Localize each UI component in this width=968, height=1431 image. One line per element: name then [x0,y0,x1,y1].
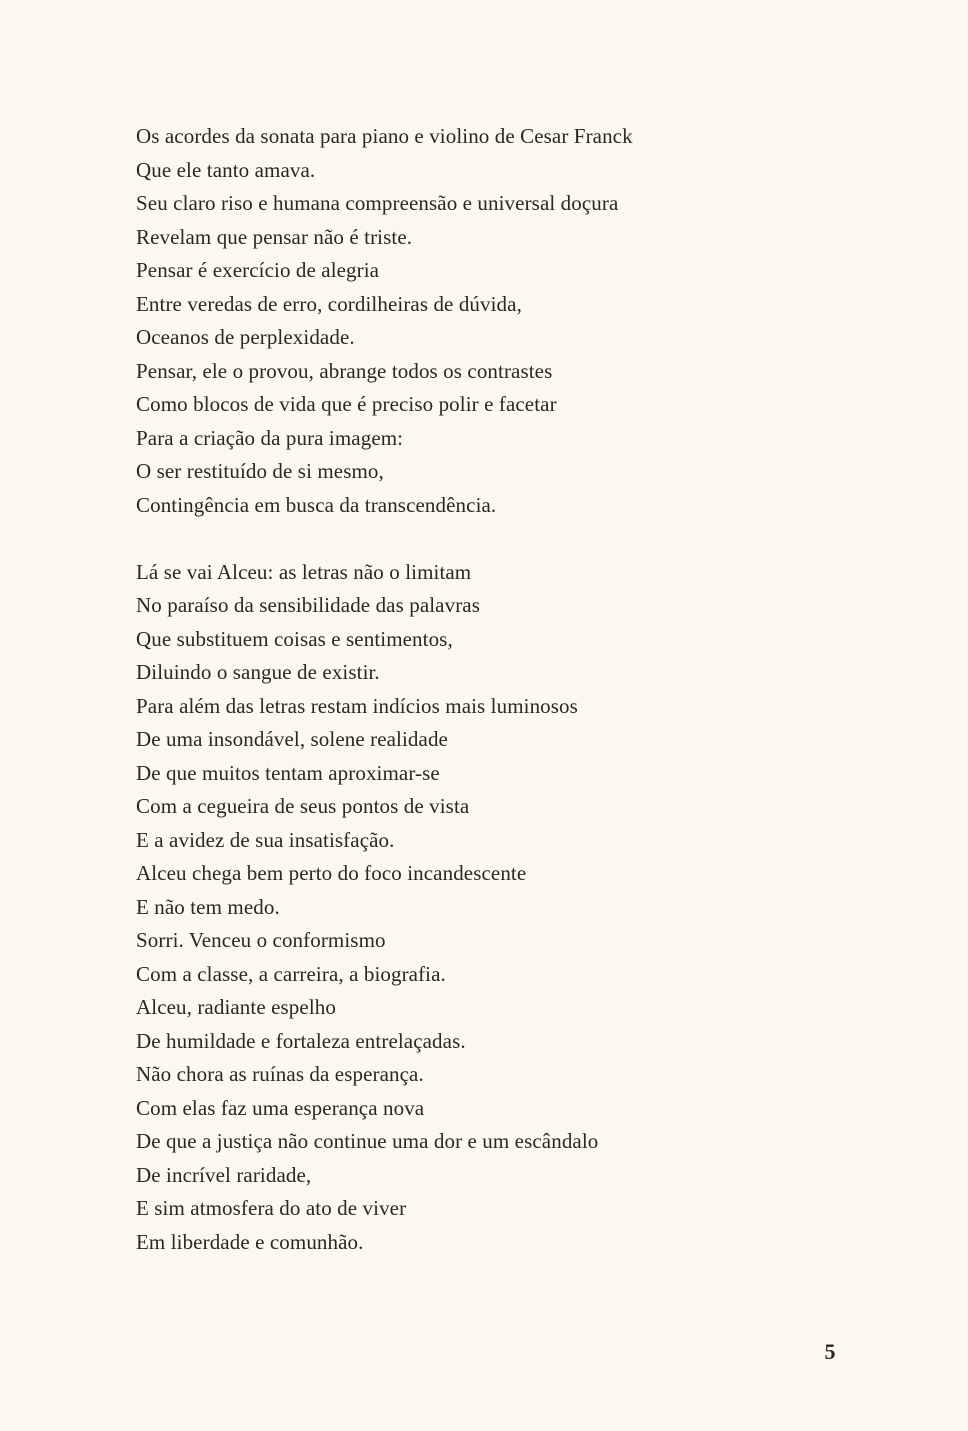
page-number: 5 [824,1339,836,1364]
poem-line: Que substituem coisas e sentimentos, [136,626,453,651]
poem-line: E a avidez de sua insatisfação. [136,827,395,852]
poem-line: De que muitos tentam aproximar-se [136,760,440,785]
poem-line: Não chora as ruínas da esperança. [136,1062,424,1086]
poem-line: Alceu, radiante espelho [136,995,336,1019]
poem-line: Diluindo o sangue de existir. [136,660,380,684]
poem-line: No paraíso da sensibilidade das palavras [136,593,480,617]
poem-line: Como blocos de vida que é preciso polir e facetar [136,392,557,416]
poem-line: Com a classe, a carreira, a biografia. [136,961,446,986]
poem-line: Sorri. Venceu o conformismo [136,928,386,952]
poem-line: Revelam que pensar não é triste. [136,224,413,249]
poem-line: Com elas faz uma esperança nova [136,1095,425,1120]
poem-line: Pensar, ele o provou, abrange todos os contrastes [136,358,553,383]
stanza-2 [136,556,856,1260]
poem-line: De incrível raridade, [136,1162,312,1187]
stanza-1 [136,120,856,522]
poem-line: Lá se vai Alceu: as letras não o limitam [136,559,472,584]
poem-line: Pensar é exercício de alegria [136,258,380,282]
poem-line: Em liberdade e comunhão. [136,1229,364,1254]
poem-line: De que a justiça não continue uma dor e um escândalo [136,1129,599,1153]
poem-text [136,120,856,1259]
poem-line: Oceanos de perplexidade. [136,325,355,349]
poem-line: E sim atmosfera do ato de viver [136,1196,407,1220]
poem-line: O ser restituído de si mesmo, [136,459,384,483]
poem-line: Que ele tanto amava. [136,157,316,182]
poem-line: Alceu chega bem perto do foco incandescente [136,861,527,885]
poem-line: Contingência em busca da transcendência. [136,492,497,517]
poem-line: Entre veredas de erro, cordilheiras de dúvida, [136,291,522,316]
poem-line: E não tem medo. [136,894,280,919]
poem-line: De uma insondável, solene realidade [136,727,448,751]
poem-line: De humildade e fortaleza entrelaçadas. [136,1028,466,1053]
poem-line: Seu claro riso e humana compreensão e universal doçura [136,191,619,215]
poem-line: Os acordes da sonata para piano e violino de Cesar Franck [136,124,633,148]
poem-line: Com a cegueira de seus pontos de vista [136,794,470,818]
poem-line: Para além das letras restam indícios mais luminosos [136,693,578,718]
poem-line: Para a criação da pura imagem: [136,425,404,450]
